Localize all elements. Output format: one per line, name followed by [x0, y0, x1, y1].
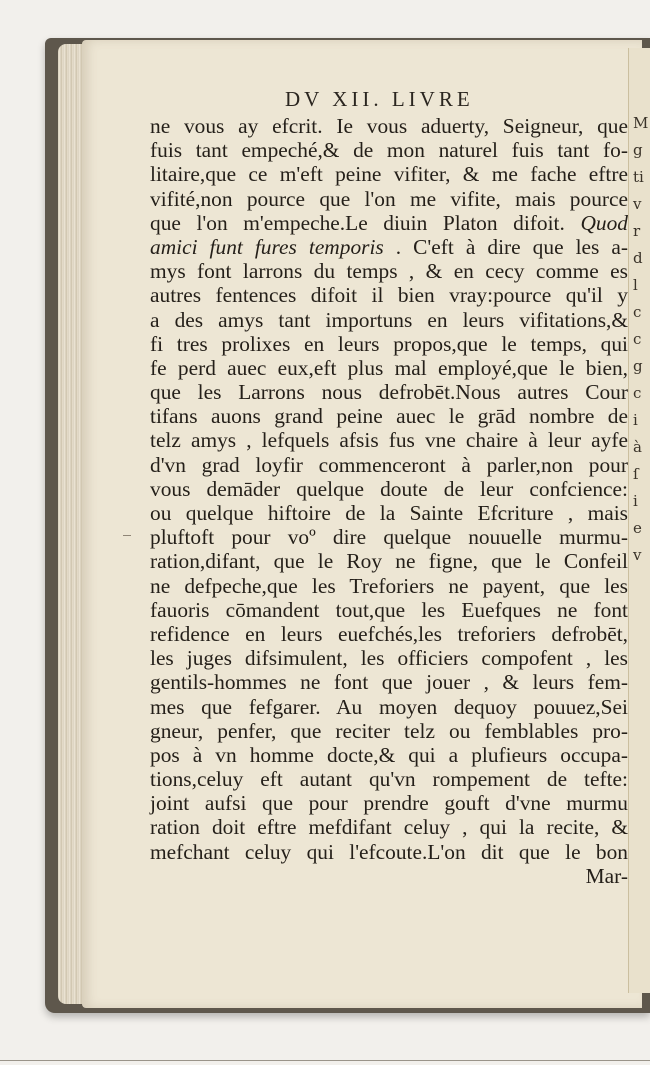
- text-line-roman: que l'on m'empeche.Le diuin Platon difoit.: [150, 210, 581, 235]
- text-line: ration doit eftre mefdifant celuy , qui la recite, &: [150, 815, 628, 840]
- text-line: gneur, penfer, que reciter telz ou femblables pro-: [150, 718, 628, 743]
- facing-page-letter: e: [633, 519, 642, 537]
- text-line: fuis tant empeché,& de mon naturel fuis tant fo-: [150, 138, 628, 163]
- text-line: les juges difsimulent, les officiers compofent , les: [150, 646, 628, 671]
- facing-page-letter: v: [633, 546, 642, 564]
- text-line: [150, 211, 628, 235]
- text-line: ou quelque hiftoire de la Sainte Efcriture , mais: [150, 501, 628, 525]
- facing-page-letter: i: [633, 411, 638, 429]
- facing-page-letters: [629, 48, 650, 569]
- text-line: vifité,non pource que l'on me vifite, mais pource: [150, 186, 628, 211]
- text-line: tifans auons grand peine auec le grād nombre de: [150, 404, 628, 429]
- text-line: ne vous ay efcrit. Ie vous aduerty, Seigneur, que: [150, 114, 628, 138]
- text-line: fauoris cōmandent tout,que les Euefques ne font: [150, 597, 628, 622]
- text-line: pluftoft pour voº dire quelque nouuelle murmu-: [150, 525, 628, 550]
- text-line: telz amys , lefquels afsis fus vne chaire à leur ayfe: [150, 428, 628, 453]
- facing-page-letter: g: [633, 141, 643, 159]
- text-line: gentils-hommes ne font que jouer , & leurs fem-: [150, 670, 628, 695]
- facing-page-letter: v: [633, 195, 642, 213]
- facing-page-letter: ſ: [633, 465, 639, 483]
- text-line: tions,celuy eft autant qu'vn rompement de tefte:: [150, 767, 628, 792]
- catchword: Mar-: [585, 863, 628, 888]
- facing-page-letter: l: [633, 276, 638, 294]
- text-line: autres fentences difoit il bien vray:pource qu'il y: [150, 283, 628, 308]
- text-line: amici funt fures temporis . C'eft à dire que les a-: [150, 234, 628, 259]
- margin-mark: [123, 535, 131, 536]
- text-line: mys font larrons du temps , & en cecy comme es: [150, 259, 628, 284]
- text-line: mefchant celuy qui l'efcoute.L'on dit que le bon: [150, 839, 628, 864]
- text-line-italic: Quod: [580, 210, 628, 235]
- text-line: ration,difant, que le Roy ne figne, que le Confeil: [150, 549, 628, 574]
- facing-page-letter: c: [633, 303, 642, 321]
- facing-page-letter: ti: [633, 168, 644, 186]
- text-line: pos à vn homme docte,& qui a plufieurs occupa-: [150, 742, 628, 767]
- facing-page-letter: c: [633, 330, 642, 348]
- text-line: joint aufsi que pour prendre gouft d'vne murmu: [150, 791, 628, 816]
- page-text: [150, 114, 628, 888]
- facing-page-letter: i: [633, 492, 638, 510]
- text-line: refidence en leurs euefchés,les treforiers defrobēt,: [150, 621, 628, 646]
- running-head: DV XII. LIVRE: [285, 87, 474, 111]
- facing-page-letter: M: [633, 114, 649, 132]
- text-line: ne defpeche,que les Treforiers ne payent, que les: [150, 573, 628, 598]
- text-line: mes que fefgarer. Au moyen dequoy pouuez,Sei: [150, 694, 628, 719]
- facing-page-letter: c: [633, 384, 642, 402]
- text-line: fi tres prolixes en leurs propos,que le temps, qui: [150, 331, 628, 356]
- scan-edge-line: [0, 1060, 650, 1061]
- text-line: litaire,que ce m'eft peine vifiter, & me fache eftre: [150, 162, 628, 187]
- facing-page-letter: d: [633, 249, 643, 267]
- facing-page-edge: [628, 48, 650, 993]
- facing-page-letter: g: [633, 357, 643, 375]
- facing-page-letter: à: [633, 438, 642, 456]
- text-line: fe perd auec eux,eft plus mal employé,que le bien,: [150, 355, 628, 380]
- text-line: que les Larrons nous defrobēt.Nous autres Cour: [150, 380, 628, 405]
- facing-page-letter: r: [633, 222, 641, 240]
- text-line: a des amys tant importuns en leurs vifitations,&: [150, 307, 628, 332]
- text-line: d'vn grad loyfir commenceront à parler,non pour: [150, 452, 628, 477]
- text-line: vous demāder quelque doute de leur confcience:: [150, 476, 628, 501]
